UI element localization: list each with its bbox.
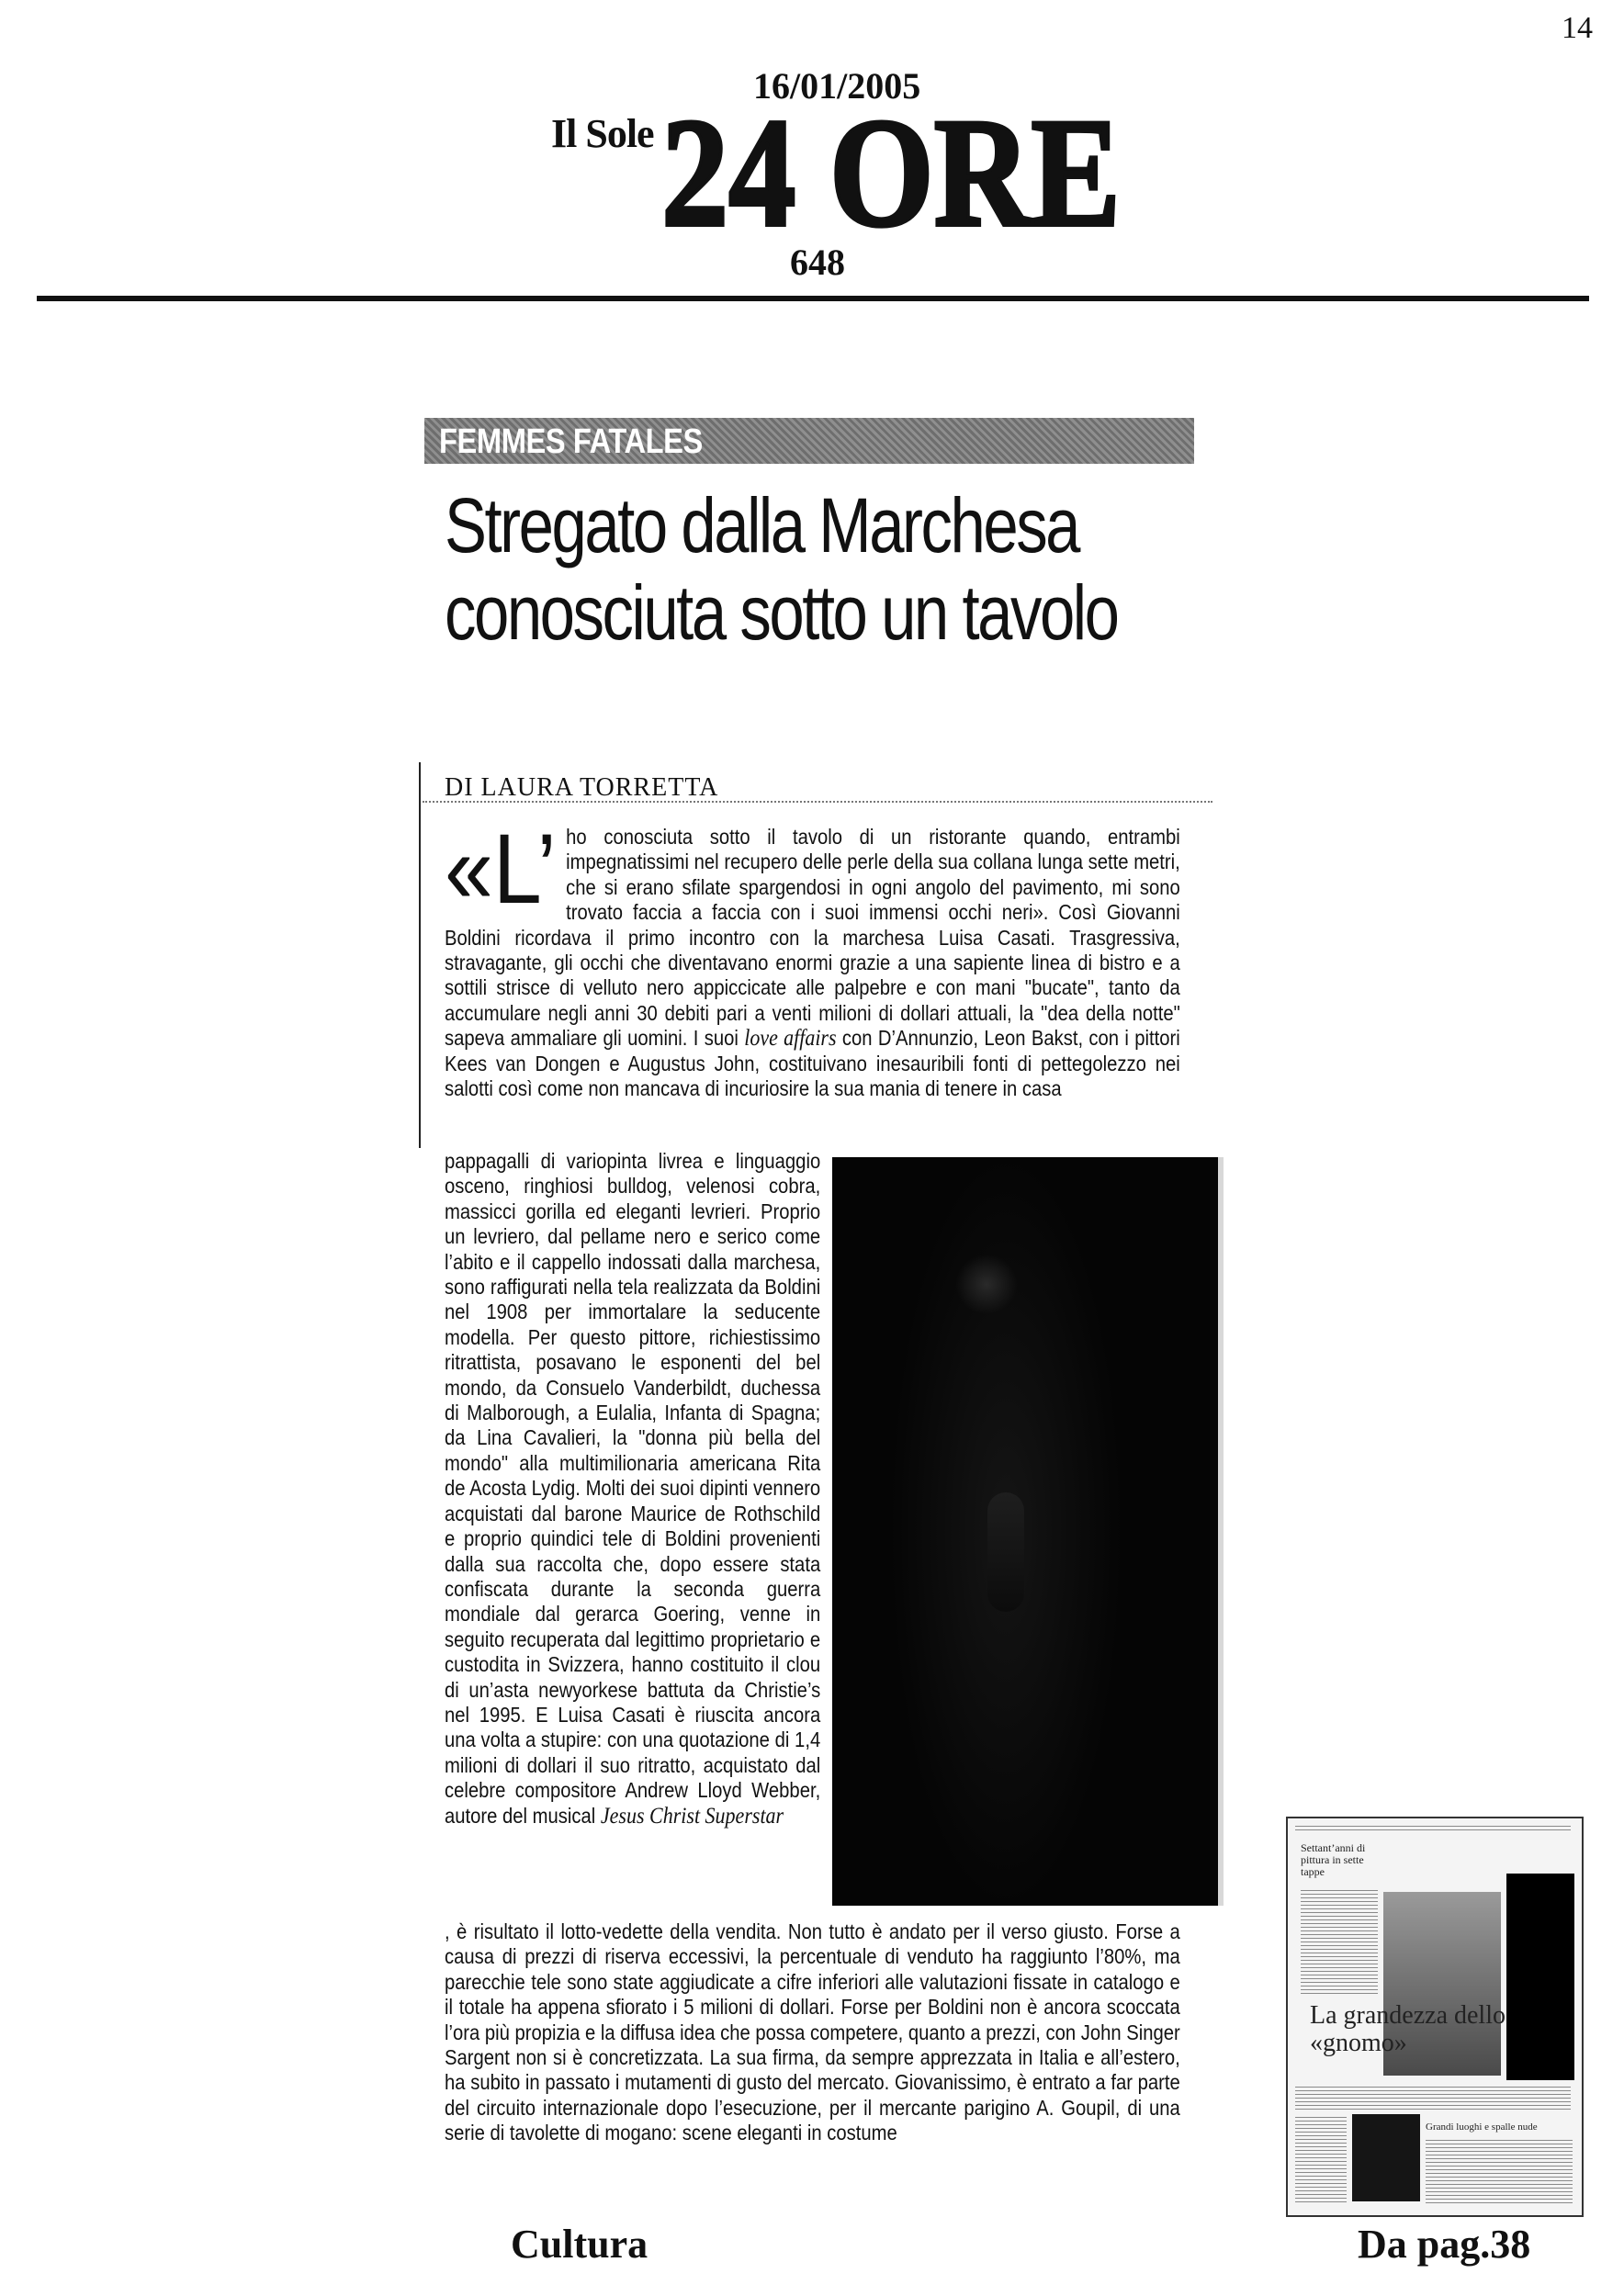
masthead-name-prefix: Il Sole (551, 111, 654, 156)
intro-text-2: con D’Annunzio, Leon Bakst, con i pittori Kees van Dongen e Augustus John, costituivano inesauribili fonti di pettegolezzo nei salotti così come non mancava di incuriosire la sua mania di tenere in casa (445, 1026, 1180, 1101)
intro-italic: love affairs (744, 1026, 837, 1052)
thumb-text-column-3 (1426, 2140, 1573, 2204)
article-bottom-paragraph: , è risultato il lotto-vedette della vendita. Non tutto è andato per il verso giusto. Forse a causa di prezzi di riserva eccessivi, la percentuale di venduto ha raggiunto l’80%, ma parecchie tele sono state aggiudicate a cifre inferiori alle valutazioni fissate in catalogo e il totale ha appena sfiorato i 5 milioni di dollari. Forse per Boldini non è ancora scoccata l’ora più propizia e la diffusa idea che possa competere, quanto a prezzi, con John Singer Sargent non si è concretizzata. La sua firma, da sempre apprezzata in Italia e all’estero, ha subito in passato i mutamenti di gusto del mercato. Giovanissimo, è entrato a far parte del circuito internazionale dopo l’esecuzione, per il mercante parigino A. Goupil, di una serie di tavolette di mogano: scene eleganti in costume (445, 1919, 1180, 2145)
byline-prefix: DI (445, 773, 474, 802)
thumb-dark-block (1506, 1874, 1574, 2080)
column-italic: Jesus Christ Superstar (600, 1803, 784, 1829)
thumb-photo-2 (1352, 2114, 1420, 2201)
column-text: pappagalli di variopinta livrea e linguaggio osceno, ringhiosi bulldog, velenosi cobra, massicci gorilla ed eleganti levrieri. Proprio un levriero, dal pellame nero e serico come l’abito e il cappello indossati dalla marchesa, sono raffigurati nella tela realizzata da Boldini nel 1908 per immortalare la seducente modella. Per questo pittore, richiestissimo ritrattista, posavano le esponenti del bel mondo, da Consuelo Vanderbildt, duchessa di Malborough, a Eulalia, Infanta di Spagna; da Lina Cavalieri, la "donna più bella del mondo" alla multimilionaria americana Rita de Acosta Lydig. Molti dei suoi dipinti vennero acquistati dal barone Maurice de Rothschild e proprio quindici tele di Boldini provenienti dalla sua raccolta che, dopo essere stata confiscata durante la seconda guerra mondiale dal gerarca Goering, venne in seguito recuperata dal legittimo proprietario e custodita in Svizzera, hanno costituito il clou di un’asta newyorkese battuta da Christie’s nel 1995. E Luisa Casati è riuscita ancora una volta a stupire: con una quotazione di 1,4 milioni di dollari il suo ritratto, acquistato dal celebre compositore Andrew Lloyd Webber, autore del musical (445, 1149, 821, 1828)
byline-rule (423, 801, 1212, 803)
kicker-text: FEMMES FATALES (439, 422, 703, 461)
column-rule (419, 762, 421, 1148)
source-page-thumbnail (1286, 1817, 1584, 2217)
thumb-text-column-1 (1301, 1890, 1378, 1996)
portrait-image (832, 1157, 1224, 1906)
dropcap: «L’ (445, 813, 557, 924)
article-intro-paragraph (445, 813, 1180, 1101)
header-rule (37, 296, 1589, 301)
masthead-logo (661, 115, 1139, 239)
headline-line-2: conosciuta sotto un tavolo (445, 569, 1118, 656)
page-number: 14 (1562, 11, 1593, 45)
masthead-date: 16/01/2005 (753, 65, 921, 107)
intro-text-1: ho conosciuta sotto il tavolo di un ristorante quando, entrambi impegnatissimi nel recupero delle perle della sua collana lunga sette metri, che si erano sfilate spargendosi in ogni angolo del pavimento, mi sono trovato faccia a faccia con i suoi immensi occhi neri». Così Giovanni Boldini ricordava il primo incontro con la marchesa Luisa Casati. Trasgressiva, stravagante, gli occhi che diventavano enormi grazie a una sapiente linea di bistro e a sottili strisce di velluto nero appiccicate alle palpebre e con mani "bucate", tanto da accumulare negli anni 30 debiti pari a venti milioni di dollari attuali, la "dea della notte" sapeva ammaliare gli uomini. I suoi (445, 825, 1180, 1051)
thumb-subcaption: Grandi luoghi e spalle nude (1426, 2122, 1538, 2133)
thumb-title: Settant’anni di pittura in sette tappe (1301, 1841, 1366, 1878)
headline-line-1: Stregato dalla Marchesa (445, 482, 1079, 568)
portrait-figure-detail (987, 1492, 1024, 1612)
thumb-header-lines (1295, 1826, 1571, 1833)
footer-section: Cultura (511, 2222, 648, 2267)
thumb-text-column-2 (1295, 2117, 1347, 2204)
thumb-text-band (1295, 2087, 1571, 2110)
kicker-bar (424, 418, 1194, 464)
byline-author: LAURA TORRETTA (480, 773, 719, 802)
article-column-paragraph (445, 1149, 820, 1829)
masthead-issue: 648 (790, 242, 845, 283)
byline (445, 773, 718, 803)
footer-from-page: Da pag.38 (1358, 2222, 1531, 2267)
thumb-caption: La grandezza dello «gnomo» (1310, 2001, 1506, 2057)
masthead-logo-text: 24 ORE (661, 115, 1121, 239)
